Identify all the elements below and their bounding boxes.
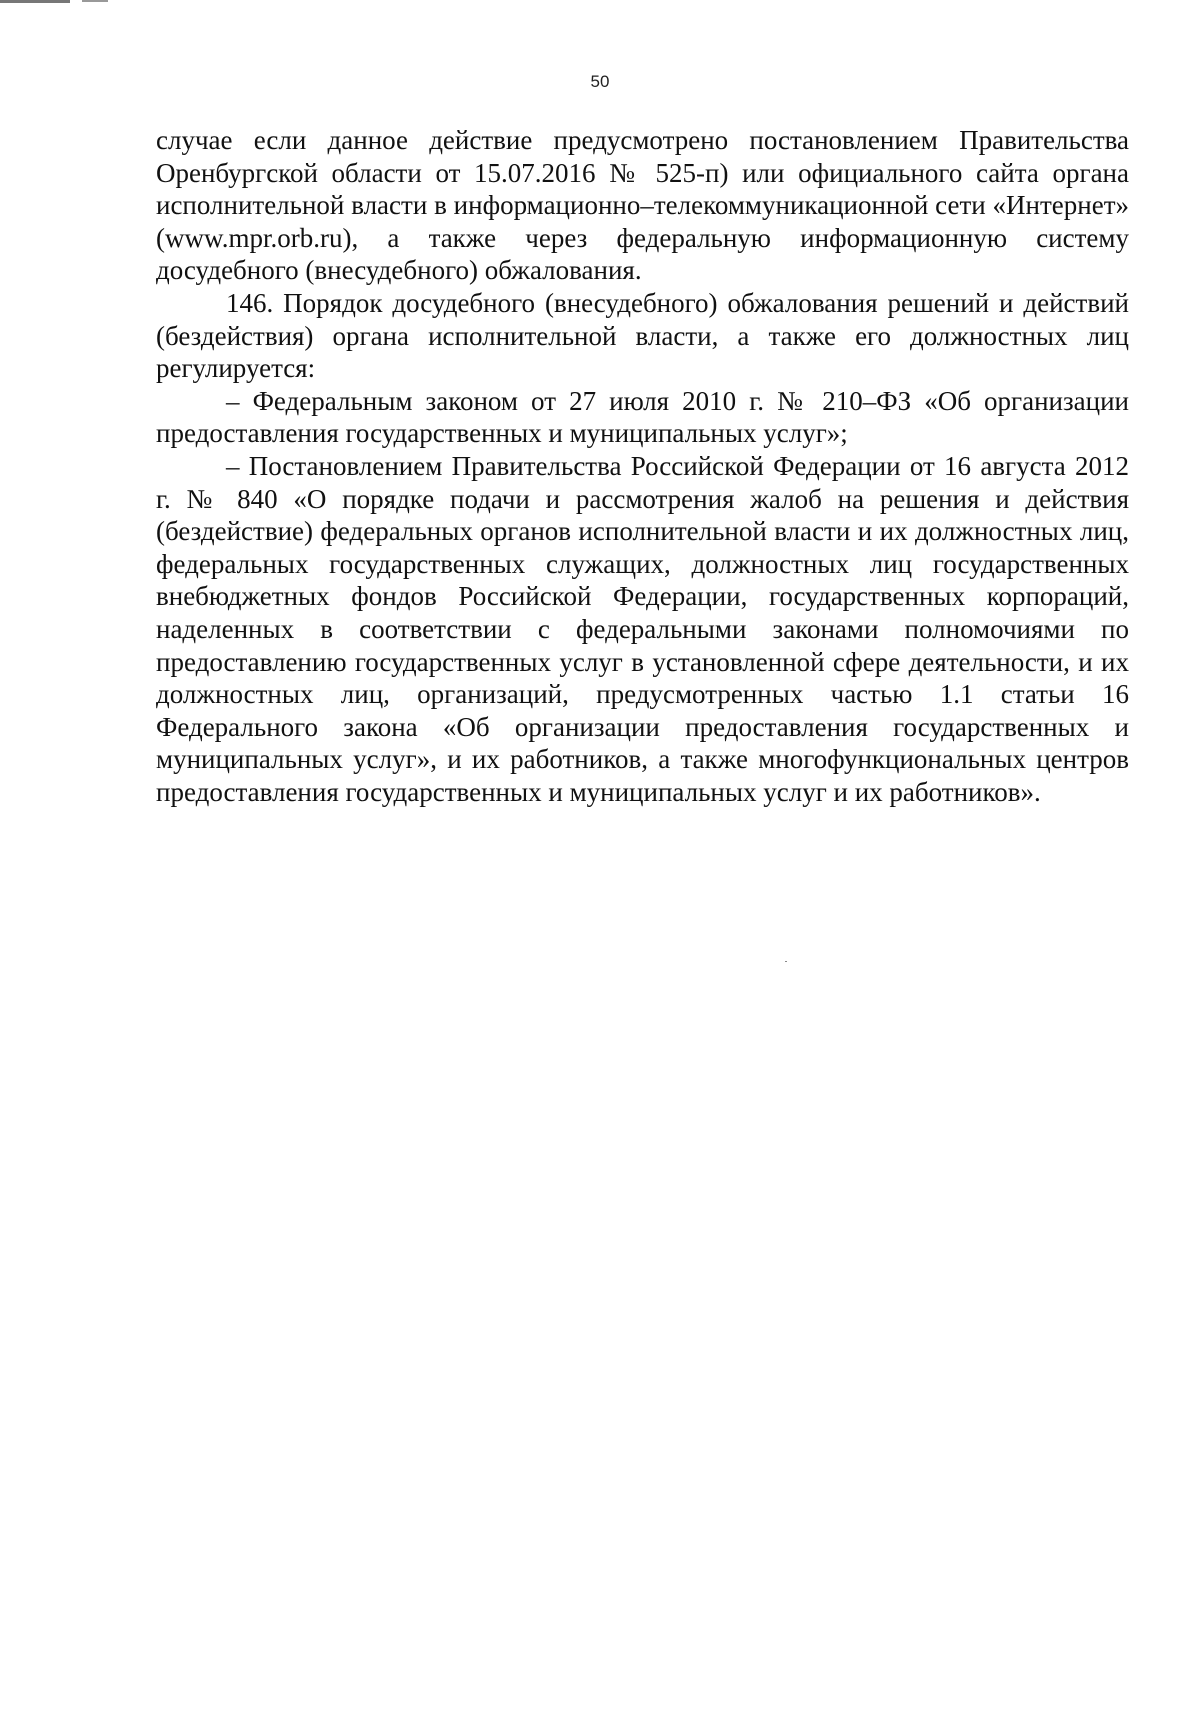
document-body [156,124,1129,808]
scan-edge-mark-secondary [82,0,108,2]
list-item-federal-law: – Федеральным законом от 27 июля 2010 г. № 210–ФЗ «Об организации предоставления государственных и муниципальных услуг»; [156,385,1129,449]
paragraph-continuation: случае если данное действие предусмотрено постановлением Правительства Оренбургской области от 15.07.2016 № 525-п) или официального сайта органа исполнительной власти в информационно–телекоммуникационной сети «Интернет» (www.mpr.orb.ru), а также через федеральную информационную систему досудебного (внесудебного) обжалования. [156,125,1129,286]
page-number: 50 [590,72,610,91]
paragraph-146: 146. Порядок досудебного (внесудебного) обжалования решений и действий (бездействия) органа исполнительной власти, а также его должностных лиц регулируется: [156,287,1129,384]
scan-speck [785,961,787,962]
list-item-government-decree: – Постановлением Правительства Российской Федерации от 16 августа 2012 г. № 840 «О порядке подачи и рассмотрения жалоб на решения и действия (бездействие) федеральных органов исполнительной власти и их должностных лиц, федеральных государственных служащих, должностных лиц государственных внебюджетных фондов Российской Федерации, государственных корпораций, наделенных в соответствии с федеральными законами полномочиями по предоставлению государственных услуг в установленной сфере деятельности, и их должностных лиц, организаций, предусмотренных частью 1.1 статьи 16 Федерального закона «Об организации предоставления государственных и муниципальных услуг», и их работников, а также многофункциональных центров предоставления государственных и муниципальных услуг и их работников». [156,450,1129,807]
scan-edge-mark [0,0,70,3]
